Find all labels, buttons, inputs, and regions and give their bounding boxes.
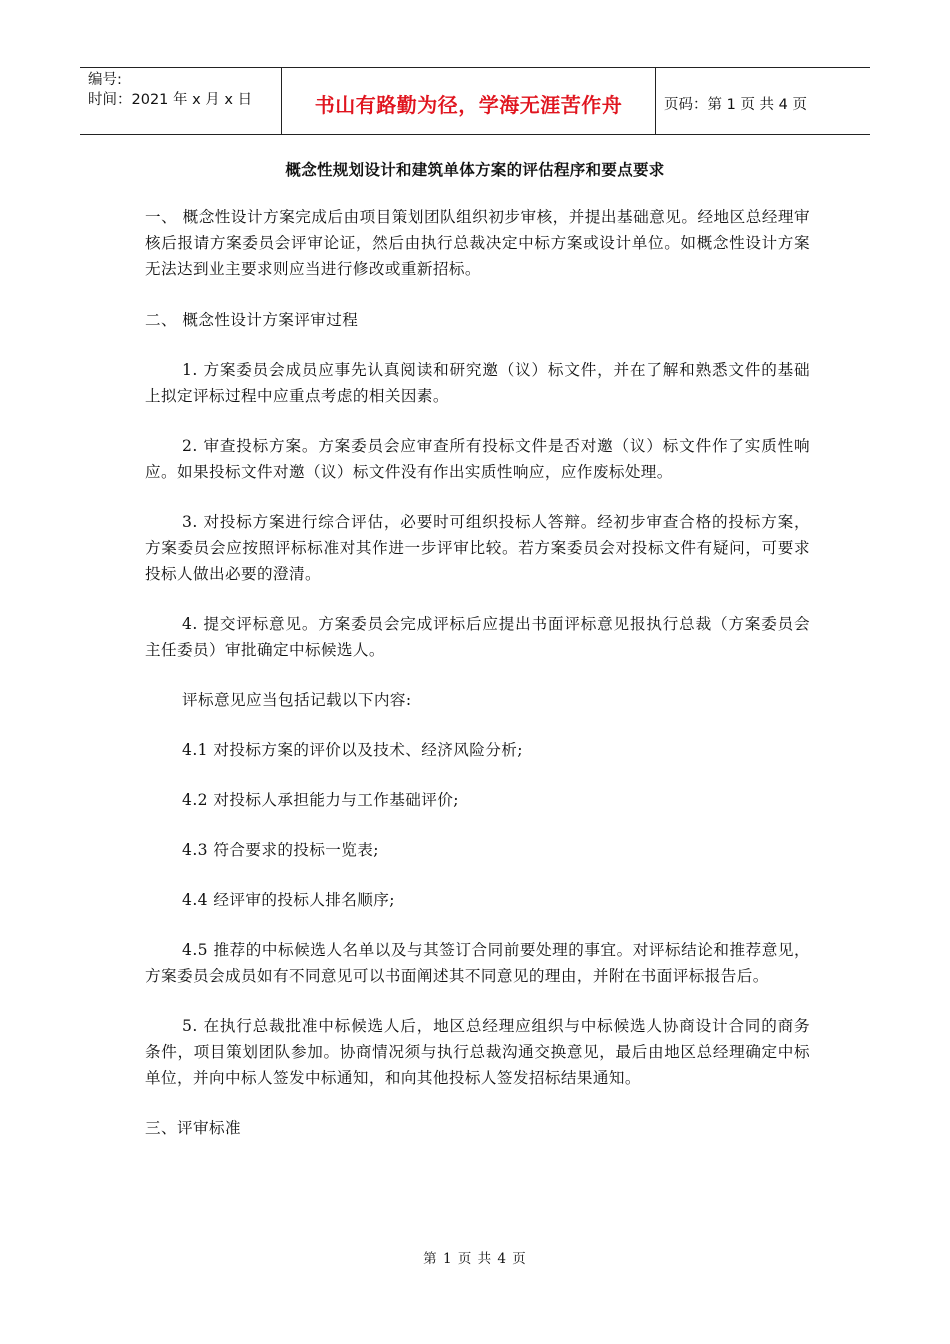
paragraph-item-3: 3. 对投标方案进行综合评估，必要时可组织投标人答辩。经初步审查合格的投标方案，方案委员会应按照评标标准对其作进一步评审比较。若方案委员会对投标文件有疑问，可要求投标人做出必要的澄清。 — [145, 513, 810, 583]
paragraph-section-1: 一、 概念性设计方案完成后由项目策划团队组织初步审核，并提出基础意见。经地区总经理审核后报请方案委员会评审论证，然后由执行总裁决定中标方案或设计单位。如概念性设计方案无法达到业主要求则应当进行修改或重新招标。 — [145, 208, 810, 278]
page-footer: 第 1 页 共 4 页 — [423, 1251, 527, 1267]
paragraph-item-4-1: 4.1 对投标方案的评价以及技术、经济风险分析; — [182, 741, 523, 759]
header-meta-cell — [80, 68, 282, 134]
page-info: 页码：第 1 页 共 4 页 — [664, 96, 807, 113]
header-table — [80, 67, 870, 135]
paragraph-section-2-heading: 二、 概念性设计方案评审过程 — [145, 311, 359, 329]
paragraph-item-5: 5. 在执行总裁批准中标候选人后，地区总经理应组织与中标候选人协商设计合同的商务条件，项目策划团队参加。协商情况须与执行总裁沟通交换意见，最后由地区总经理确定中标单位，并向中标人签发中标通知，和向其他投标人签发招标结果通知。 — [145, 1017, 810, 1087]
motto-text: 书山有路勤为径，学海无涯苦作舟 — [314, 92, 623, 117]
paragraph-item-4-5: 4.5 推荐的中标候选人名单以及与其签订合同前要处理的事宜。对评标结论和推荐意见，方案委员会成员如有不同意见可以书面阐述其不同意见的理由，并附在书面评标报告后。 — [145, 941, 810, 985]
paragraph-section-3-heading: 三、评审标准 — [145, 1119, 241, 1137]
paragraph-opinion-intro: 评标意见应当包括记载以下内容: — [182, 691, 412, 709]
header-page-cell — [656, 68, 870, 134]
code-label: 编号: — [88, 72, 122, 88]
paragraph-item-1: 1. 方案委员会成员应事先认真阅读和研究邀（议）标文件，并在了解和熟悉文件的基础上拟定评标过程中应重点考虑的相关因素。 — [145, 361, 810, 405]
document-body — [145, 204, 810, 1141]
paragraph-item-2: 2. 审查投标方案。方案委员会应审查所有投标文件是否对邀（议）标文件作了实质性响应。如果投标文件对邀（议）标文件没有作出实质性响应，应作废标处理。 — [145, 437, 810, 481]
header-motto-cell — [282, 68, 656, 134]
document-title: 概念性规划设计和建筑单体方案的评估程序和要点要求 — [285, 161, 665, 179]
paragraph-item-4-3: 4.3 符合要求的投标一览表; — [182, 841, 379, 859]
date-line: 时间：2021 年 x 月 x 日 — [88, 92, 253, 108]
paragraph-item-4: 4. 提交评标意见。方案委员会完成评标后应提出书面评标意见报执行总裁（方案委员会主任委员）审批确定中标候选人。 — [145, 615, 810, 659]
paragraph-item-4-2: 4.2 对投标人承担能力与工作基础评价; — [182, 791, 459, 809]
paragraph-item-4-4: 4.4 经评审的投标人排名顺序; — [182, 891, 395, 909]
